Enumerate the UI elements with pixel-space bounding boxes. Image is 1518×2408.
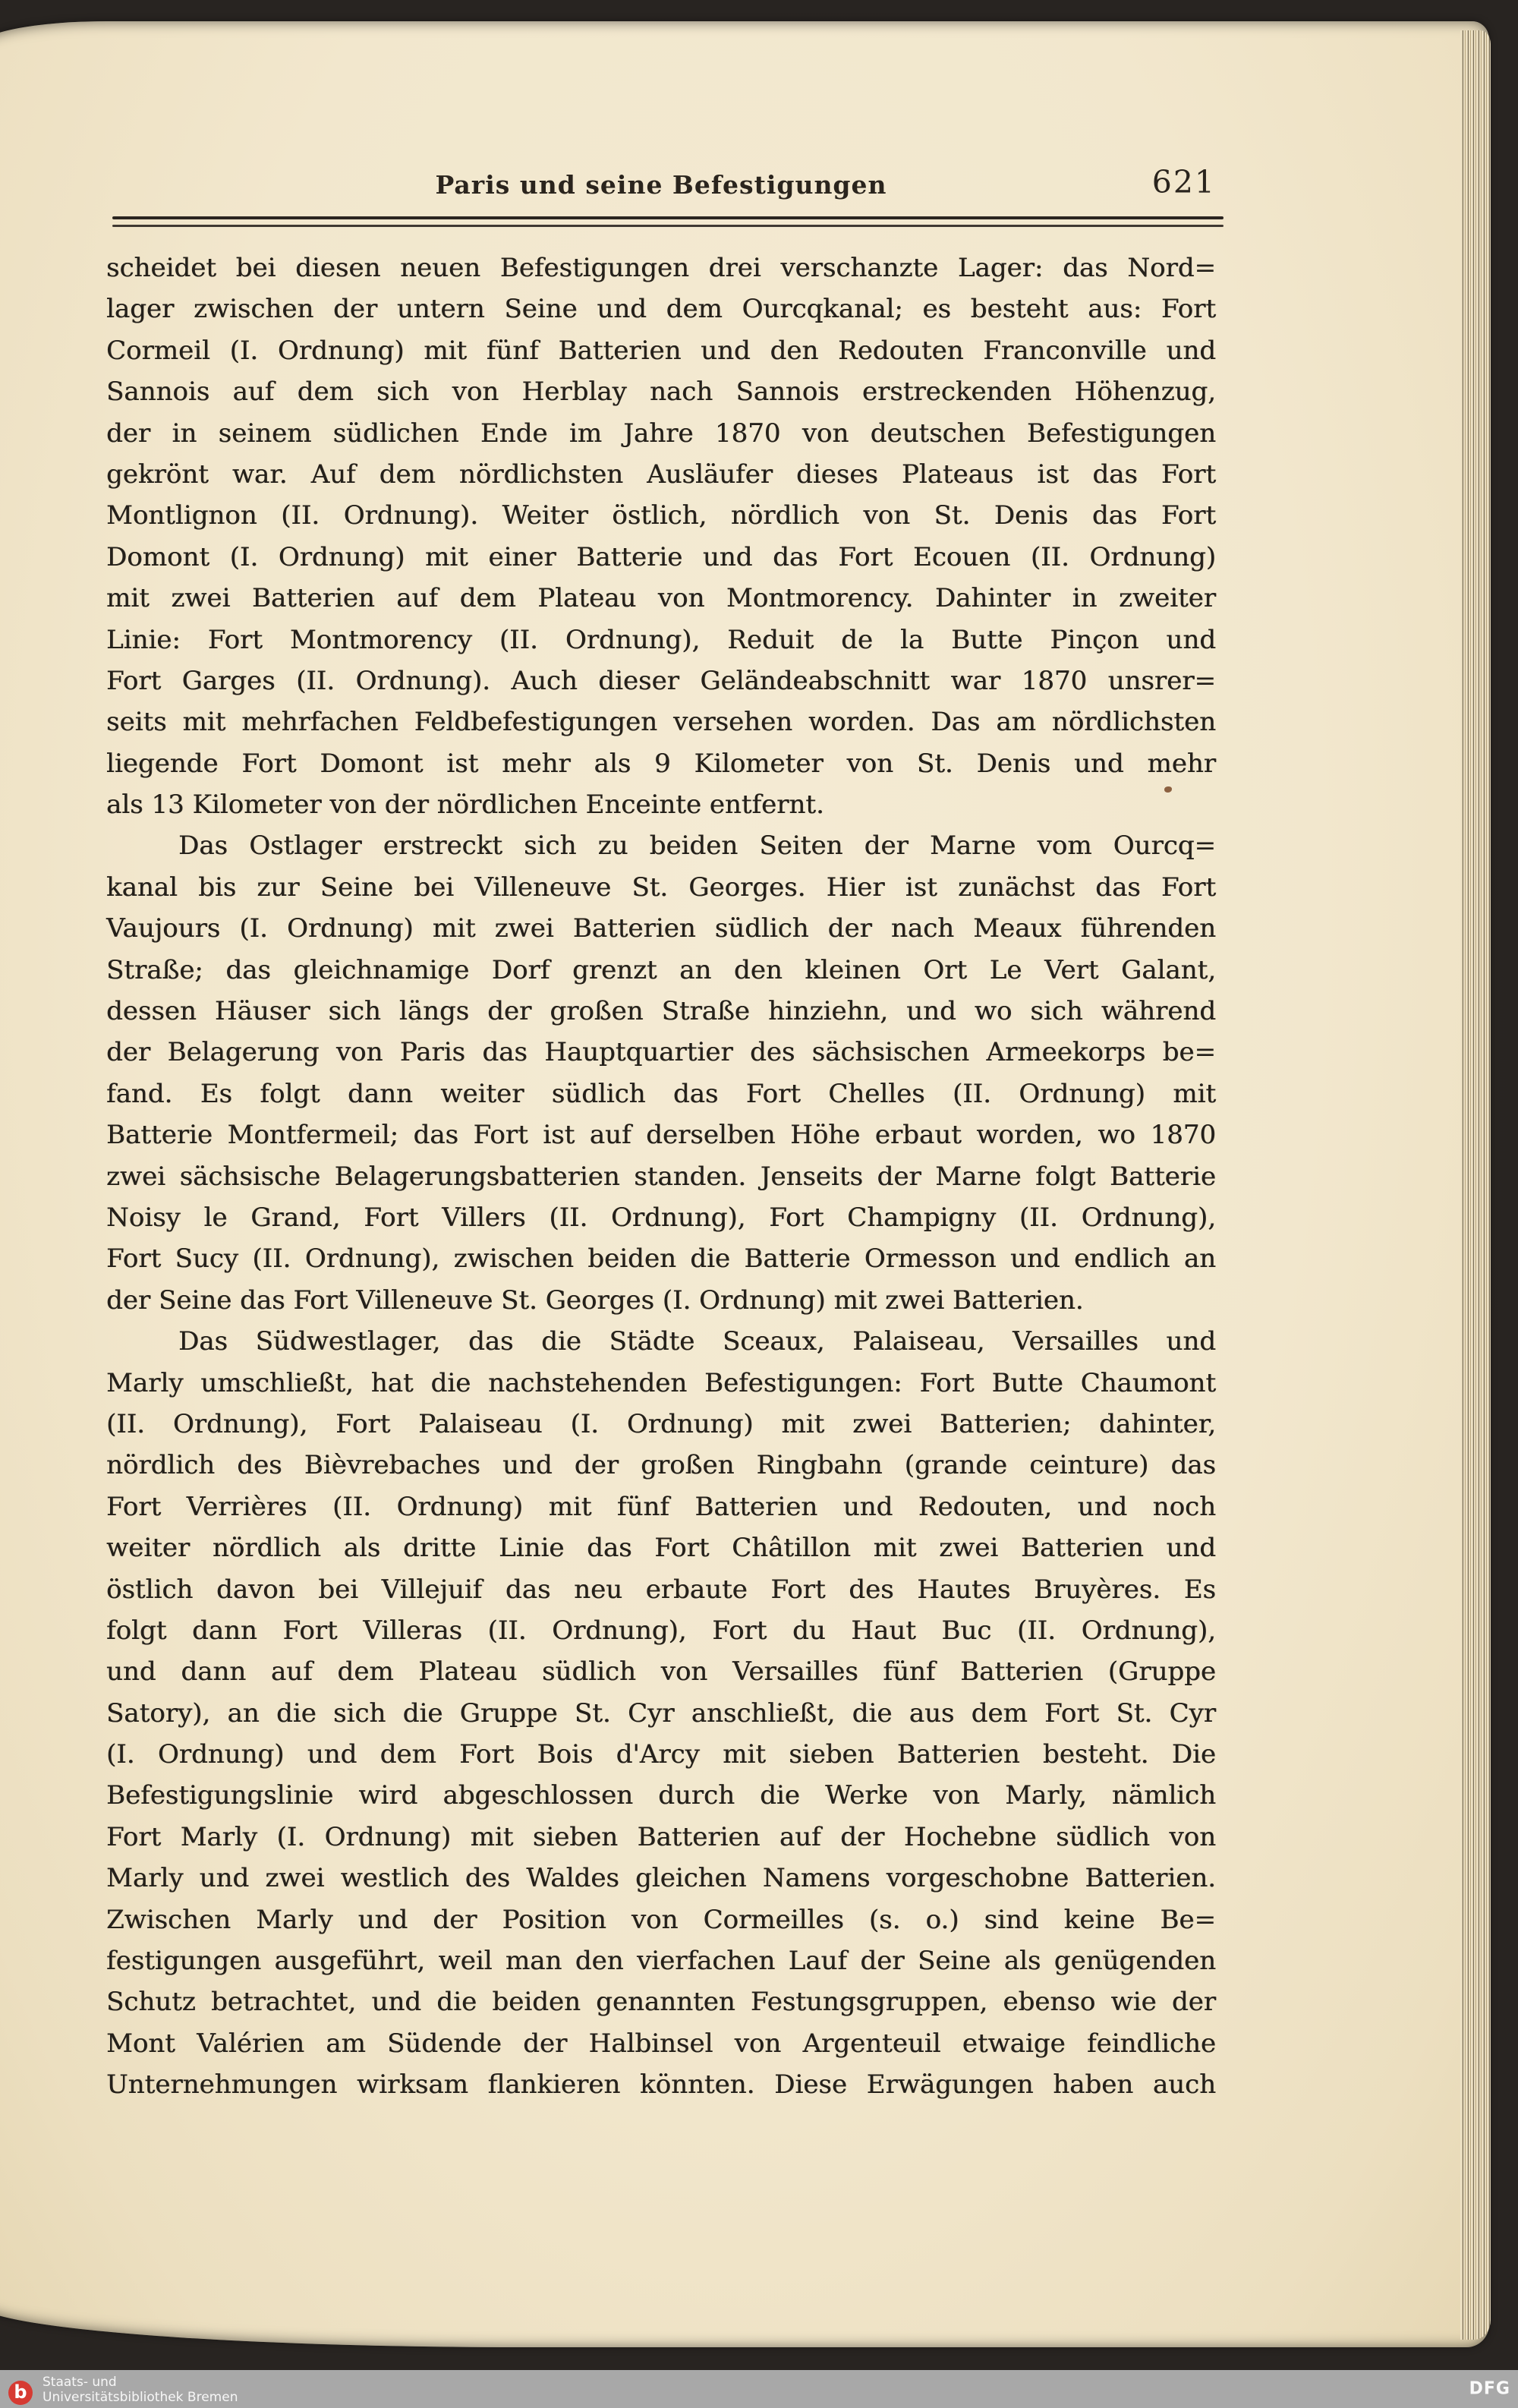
text-line: Unternehmungen wirksam flankieren könnten. Diese Erwägungen haben auch bbox=[106, 2069, 1216, 2101]
text-line: Marly und zwei westlich des Waldes gleichen Namens vorgeschobne Batterien. bbox=[106, 1863, 1216, 1894]
text-line: Straße; das gleichnamige Dorf grenzt an den kleinen Ort Le Vert Galant, bbox=[106, 954, 1216, 985]
text-line: Noisy le Grand, Fort Villers (II. Ordnung), Fort Champigny (II. Ordnung), bbox=[106, 1202, 1216, 1233]
text-line: der in seinem südlichen Ende im Jahre 1870 von deutschen Befestigungen bbox=[106, 418, 1216, 449]
text-line: Domont (I. Ordnung) mit einer Batterie und das Fort Ecouen (II. Ordnung) bbox=[106, 541, 1216, 572]
text-line: (I. Ordnung) und dem Fort Bois d'Arcy mit sieben Batterien besteht. Die bbox=[106, 1739, 1216, 1770]
library-logo-icon: b bbox=[8, 2381, 33, 2405]
page-number: 621 bbox=[1151, 164, 1216, 200]
text-line: kanal bis zur Seine bei Villeneuve St. Georges. Hier ist zunächst das Fort bbox=[106, 871, 1216, 903]
text-line: gekrönt war. Auf dem nördlichsten Ausläufer dieses Plateaus ist das Fort bbox=[106, 459, 1216, 490]
text-line: festigungen ausgeführt, weil man den vierfachen Lauf der Seine als genügenden bbox=[106, 1946, 1216, 1977]
running-head-title: Paris und seine Befestigungen bbox=[435, 170, 887, 200]
book-fore-edge bbox=[1460, 30, 1491, 2340]
text-line: als 13 Kilometer von der nördlichen Enceinte entfernt. bbox=[106, 790, 824, 821]
text-line: fand. Es folgt dann weiter südlich das Fort Chelles (II. Ordnung) mit bbox=[106, 1078, 1216, 1109]
text-line: Fort Marly (I. Ordnung) mit sieben Batterien auf der Hochebne südlich von bbox=[106, 1821, 1216, 1852]
text-line: Befestigungslinie wird abgeschlossen durch die Werke von Marly, nämlich bbox=[106, 1780, 1216, 1811]
text-line: (II. Ordnung), Fort Palaiseau (I. Ordnung) mit zwei Batterien; dahinter, bbox=[106, 1408, 1216, 1439]
text-line: Fort Garges (II. Ordnung). Auch dieser Geländeabschnitt war 1870 unsrer= bbox=[106, 665, 1216, 696]
text-line: Batterie Montfermeil; das Fort ist auf derselben Höhe erbaut worden, wo 1870 bbox=[106, 1120, 1216, 1151]
text-line: Fort Verrières (II. Ordnung) mit fünf Batterien und Redouten, und noch bbox=[106, 1491, 1216, 1522]
text-line: folgt dann Fort Villeras (II. Ordnung), Fort du Haut Buc (II. Ordnung), bbox=[106, 1615, 1216, 1646]
text-line: mit zwei Batterien auf dem Plateau von Montmorency. Dahinter in zweiter bbox=[106, 583, 1216, 614]
text-line: Marly umschließt, hat die nachstehenden Befestigungen: Fort Butte Chaumont bbox=[106, 1367, 1216, 1398]
text-line: Mont Valérien am Südende der Halbinsel von Argenteuil etwaige feindliche bbox=[106, 2028, 1216, 2059]
text-line: seits mit mehrfachen Feldbefestigungen versehen worden. Das am nördlichsten bbox=[106, 707, 1216, 738]
text-line: zwei sächsische Belagerungsbatterien standen. Jenseits der Marne folgt Batterie bbox=[106, 1161, 1216, 1192]
text-line: lager zwischen der untern Seine und dem Ourcqkanal; es besteht aus: Fort bbox=[106, 294, 1216, 325]
library-name-line1: Staats- und bbox=[43, 2375, 117, 2390]
text-line: Das Südwestlager, das die Städte Sceaux, Palaiseau, Versailles und bbox=[178, 1326, 1216, 1357]
text-line: nördlich des Bièvrebaches und der großen Ringbahn (grande ceinture) das bbox=[106, 1450, 1216, 1481]
text-line: Fort Sucy (II. Ordnung), zwischen beiden die Batterie Ormesson und endlich an bbox=[106, 1243, 1216, 1275]
text-line: Zwischen Marly und der Position von Cormeilles (s. o.) sind keine Be= bbox=[106, 1904, 1216, 1935]
body-text bbox=[106, 247, 1216, 2106]
text-line: Sannois auf dem sich von Herblay nach Sannois erstreckenden Höhenzug, bbox=[106, 377, 1216, 408]
dfg-logo: DFG bbox=[1469, 2378, 1510, 2399]
text-line: scheidet bei diesen neuen Befestigungen drei verschanzte Lager: das Nord= bbox=[106, 253, 1216, 283]
text-line: östlich davon bei Villejuif das neu erbaute Fort des Hautes Bruyères. Es bbox=[106, 1574, 1216, 1605]
text-line: weiter nördlich als dritte Linie das Fort Châtillon mit zwei Batterien und bbox=[106, 1533, 1216, 1564]
text-line: dessen Häuser sich längs der großen Straße hinziehn, und wo sich während bbox=[106, 996, 1216, 1027]
header-rule-top bbox=[112, 216, 1224, 219]
text-line: Vaujours (I. Ordnung) mit zwei Batterien südlich der nach Meaux führenden bbox=[106, 913, 1216, 944]
text-line: der Belagerung von Paris das Hauptquartier des sächsischen Armeekorps be= bbox=[106, 1037, 1216, 1068]
library-name bbox=[43, 2375, 238, 2405]
text-line: liegende Fort Domont ist mehr als 9 Kilometer von St. Denis und mehr bbox=[106, 748, 1216, 779]
header-rule-bottom bbox=[112, 225, 1224, 227]
text-line: Montlignon (II. Ordnung). Weiter östlich, nördlich von St. Denis das Fort bbox=[106, 500, 1216, 531]
library-name-line2: Universitätsbibliothek Bremen bbox=[43, 2389, 238, 2405]
text-line: Linie: Fort Montmorency (II. Ordnung), Reduit de la Butte Pinçon und bbox=[106, 624, 1216, 655]
text-line: Schutz betrachtet, und die beiden genannten Festungsgruppen, ebenso wie der bbox=[106, 1987, 1216, 2018]
text-line: und dann auf dem Plateau südlich von Versailles fünf Batterien (Gruppe bbox=[106, 1656, 1216, 1688]
text-line: Das Ostlager erstreckt sich zu beiden Seiten der Marne vom Ourcq= bbox=[178, 831, 1216, 862]
text-line: Satory), an die sich die Gruppe St. Cyr anschließt, die aus dem Fort St. Cyr bbox=[106, 1697, 1216, 1729]
text-line: Cormeil (I. Ordnung) mit fünf Batterien und den Redouten Franconville und bbox=[106, 335, 1216, 366]
text-line: der Seine das Fort Villeneuve St. Georges (I. Ordnung) mit zwei Batterien. bbox=[106, 1284, 1084, 1316]
